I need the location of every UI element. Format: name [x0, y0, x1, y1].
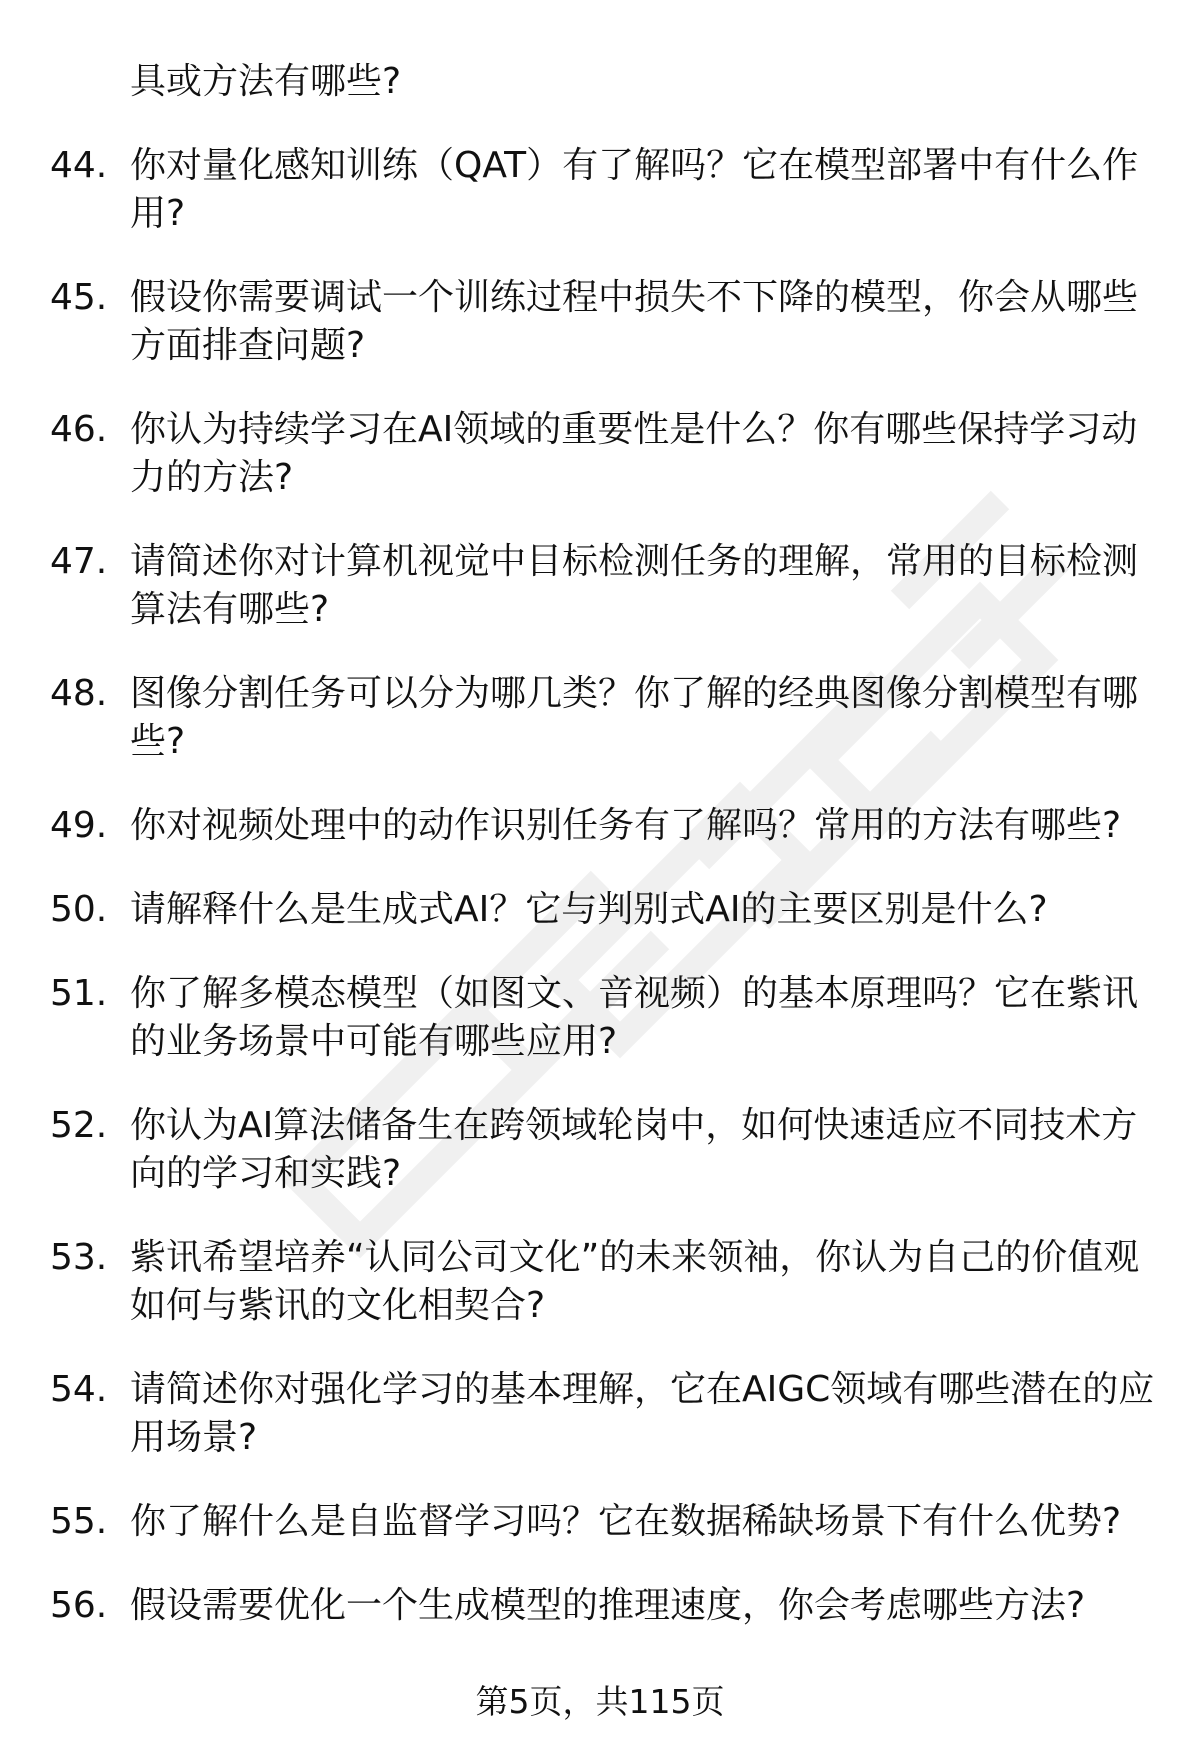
- question-number: 51.: [50, 973, 108, 1014]
- question-item: [0, 274, 1200, 370]
- question-number: 49.: [50, 805, 108, 846]
- question-number: 47.: [50, 541, 108, 582]
- question-text: 你认为持续学习在AI领域的重要性是什么？你有哪些保持学习动力的方法?: [130, 409, 1138, 498]
- question-item: [0, 1498, 1200, 1546]
- question-item: [0, 670, 1200, 766]
- question-text: 紫讯希望培养“认同公司文化”的未来领袖，你认为自己的价值观如何与紫讯的文化相契合?: [130, 1237, 1140, 1326]
- question-number: 44.: [50, 145, 108, 186]
- question-item: [0, 406, 1200, 502]
- question-text: 请解释什么是生成式AI？它与判别式AI的主要区别是什么?: [130, 889, 1048, 930]
- question-item: [0, 1234, 1200, 1330]
- question-text: 假设需要优化一个生成模型的推理速度，你会考虑哪些方法?: [130, 1585, 1086, 1626]
- question-number: 52.: [50, 1105, 108, 1146]
- question-item: [0, 142, 1200, 238]
- question-number: 48.: [50, 673, 108, 714]
- question-item: [0, 1366, 1200, 1462]
- question-number: 55.: [50, 1501, 108, 1542]
- question-number: 46.: [50, 409, 108, 450]
- question-item: [0, 1102, 1200, 1198]
- question-item: [0, 538, 1200, 634]
- question-item: [0, 1582, 1200, 1630]
- question-text: 你了解多模态模型（如图文、音视频）的基本原理吗？它在紫讯的业务场景中可能有哪些应用?: [130, 973, 1139, 1062]
- question-text: 你对视频处理中的动作识别任务有了解吗？常用的方法有哪些?: [130, 805, 1122, 846]
- question-item: [0, 970, 1200, 1066]
- question-text: 你认为AI算法储备生在跨领域轮岗中，如何快速适应不同技术方向的学习和实践?: [130, 1105, 1138, 1194]
- question-text: 图像分割任务可以分为哪几类？你了解的经典图像分割模型有哪些?: [130, 673, 1139, 762]
- question-item: [0, 802, 1200, 850]
- question-number: 56.: [50, 1585, 108, 1626]
- continuation-line: 具或方法有哪些?: [130, 61, 402, 102]
- question-item: [0, 886, 1200, 934]
- page-footer: 第5页，共115页: [475, 1682, 725, 1721]
- question-text: 请简述你对计算机视觉中目标检测任务的理解，常用的目标检测算法有哪些?: [130, 541, 1139, 630]
- question-text: 请简述你对强化学习的基本理解，它在AIGC领域有哪些潜在的应用场景?: [130, 1369, 1155, 1458]
- question-number: 45.: [50, 277, 108, 318]
- question-number: 54.: [50, 1369, 108, 1410]
- question-number: 53.: [50, 1237, 108, 1278]
- question-text: 你了解什么是自监督学习吗？它在数据稀缺场景下有什么优势?: [130, 1501, 1122, 1542]
- question-text: 你对量化感知训练（QAT）有了解吗？它在模型部署中有什么作用?: [130, 145, 1139, 234]
- question-text: 假设你需要调试一个训练过程中损失不下降的模型，你会从哪些方面排查问题?: [130, 277, 1139, 366]
- question-list: [0, 142, 1200, 1630]
- question-number: 50.: [50, 889, 108, 930]
